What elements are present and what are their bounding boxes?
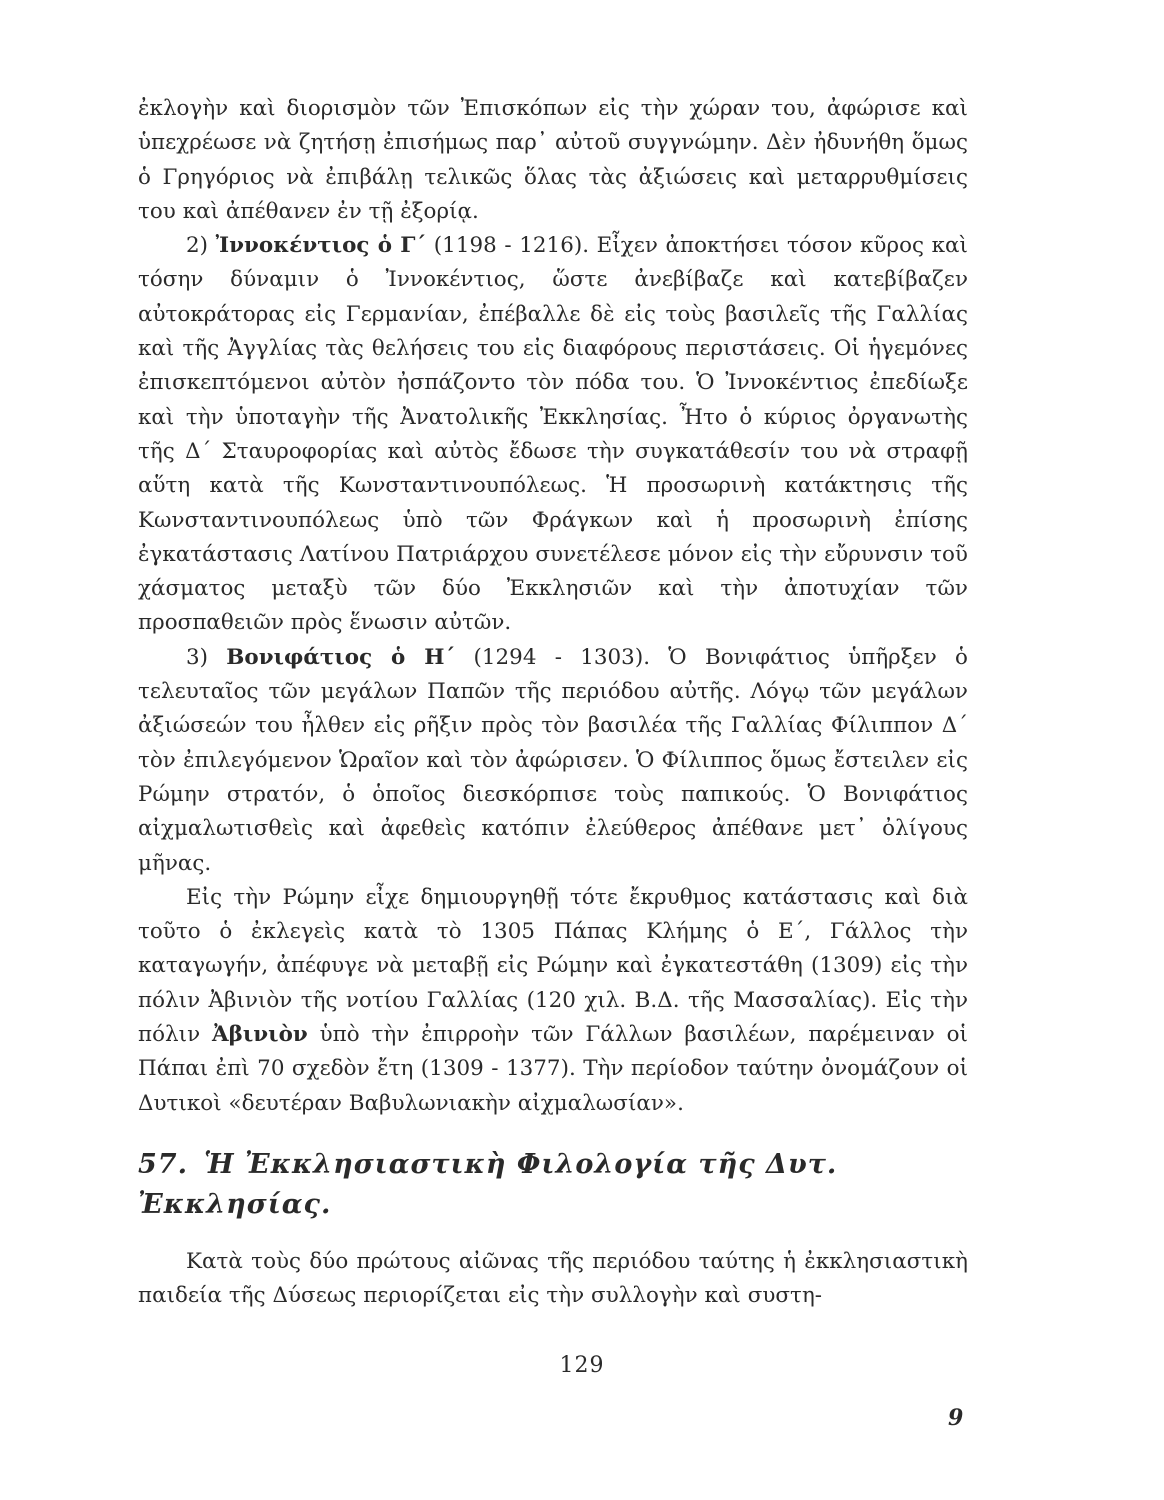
paragraph-boniface xyxy=(138,641,968,881)
place-name-avignon: Ἀβινιὸν xyxy=(211,1022,308,1048)
page-number: 129 xyxy=(559,1353,605,1378)
section-heading xyxy=(138,1145,968,1225)
paragraph-avignon xyxy=(138,881,968,1121)
page-content xyxy=(138,92,968,1314)
item-number: 2) xyxy=(186,233,209,259)
paragraph-text: ὑπὸ τὴν ἐπιρροὴν τῶν Γάλλων βασιλέων, παρέμειναν οἱ Πάπαι ἐπὶ 70 σχεδὸν ἔτη (1309 - 1377). Τὴν περίοδον ταύτην ὀνομάζουν οἱ Δυτικοὶ «δευτέραν Βαβυλωνιακὴν αἰχμαλωσίαν». xyxy=(138,1022,968,1116)
pope-name-boniface: Βονιφάτιος ὁ Η΄ xyxy=(226,644,456,670)
paragraph-literature xyxy=(138,1245,968,1314)
item-number: 3) xyxy=(186,644,209,670)
paragraph-text: ἐκλογὴν καὶ διορισμὸν τῶν Ἐπισκόπων εἰς τὴν χώραν του, ἀφώρισε καὶ ὑπεχρέωσε νὰ ζητήσῃ ἐπισήμως παρ᾽ αὐτοῦ συγγνώμην. Δὲν ἠδυνήθη ὅμως ὁ Γρηγόριος νὰ ἐπιβάλῃ τελικῶς ὅλας τὰς ἀξιώσεις καὶ μεταρρυθμίσεις του καὶ ἀπέθανεν ἐν τῇ ἐξορίᾳ. xyxy=(138,96,968,224)
paragraph-text: Κατὰ τοὺς δύο πρώτους αἰῶνας τῆς περιόδου ταύτης ἡ ἐκκλησιαστικὴ παιδεία τῆς Δύσεως περιορίζεται εἰς τὴν συλλογὴν καὶ συστη- xyxy=(138,1248,968,1309)
signature-mark: 9 xyxy=(948,1405,964,1431)
paragraph-gregory-end xyxy=(138,92,968,229)
paragraph-text: (1294 - 1303). Ὁ Βονιφάτιος ὑπῆρξεν ὁ τελευταῖος τῶν μεγάλων Παπῶν τῆς περιόδου αὐτῆς. Λόγῳ τῶν μεγάλων ἀξιώσεών του ἦλθεν εἰς ρῆξιν πρὸς τὸν βασιλέα τῆς Γαλλίας Φίλιππον Δ΄ τὸν ἐπιλεγόμενον Ὡραῖον καὶ τὸν ἀφώρισεν. Ὁ Φίλιππος ὅμως ἔστειλεν εἰς Ρώμην στρατόν, ὁ ὁποῖος διεσκόρπισε τοὺς παπικούς. Ὁ Βονιφάτιος αἰχμαλωτισθεὶς καὶ ἀφεθεὶς κατόπιν ἐλεύθερος ἀπέθανε μετ᾽ ὀλίγους μῆνας. xyxy=(138,644,968,876)
section-title: Ἡ Ἐκκλησιαστικὴ Φιλολογία τῆς Δυτ. Ἐκκλησίας. xyxy=(138,1148,838,1220)
paragraph-text: Εἰς τὴν Ρώμην εἶχε δημιουργηθῇ τότε ἔκρυθμος κατάστασις καὶ διὰ τοῦτο ὁ ἐκλεγεὶς κατὰ τὸ 1305 Πάπας Κλήμης ὁ Ε΄, Γάλλος τὴν καταγωγήν, ἀπέφυγε νὰ μεταβῇ εἰς Ρώμην καὶ ἐγκατεστάθη (1309) εἰς τὴν πόλιν Ἀβινιὸν τῆς νοτίου Γαλλίας (120 χιλ. Β.Δ. τῆς Μασσαλίας). Εἰς τὴν πόλιν xyxy=(138,884,968,1048)
paragraph-text: (1198 - 1216). Εἶχεν ἀποκτήσει τόσον κῦρος καὶ τόσην δύναμιν ὁ Ἰννοκέντιος, ὥστε ἀνεβίβαζε καὶ κατεβίβαζεν αὐτοκράτορας εἰς Γερμανίαν, ἐπέβαλλε δὲ εἰς τοὺς βασιλεῖς τῆς Γαλλίας καὶ τῆς Ἀγγλίας τὰς θελήσεις του εἰς διαφόρους περιστάσεις. Οἱ ἡγεμόνες ἐπισκεπτόμενοι αὐτὸν ἠσπάζοντο τὸν πόδα του. Ὁ Ἰννοκέντιος ἐπεδίωξε καὶ τὴν ὑποταγὴν τῆς Ἀνατολικῆς Ἐκκλησίας. Ἦτο ὁ κύριος ὀργανωτὴς τῆς Δ΄ Σταυροφορίας καὶ αὐτὸς ἔδωσε τὴν συγκατάθεσίν του νὰ στραφῇ αὕτη κατὰ τῆς Κωνσταντινουπόλεως. Ἡ προσωρινὴ κατάκτησις τῆς Κωνσταντινουπόλεως ὑπὸ τῶν Φράγκων καὶ ἡ προσωρινὴ ἐπίσης ἐγκατάστασις Λατίνου Πατριάρχου συνετέλεσε μόνον εἰς τὴν εὔρυνσιν τοῦ χάσματος μεταξὺ τῶν δύο Ἐκκλησιῶν καὶ τὴν ἀποτυχίαν τῶν προσπαθειῶν πρὸς ἕνωσιν αὐτῶν. xyxy=(138,233,968,636)
pope-name-innocent: Ἰννοκέντιος ὁ Γ΄ xyxy=(215,233,427,259)
paragraph-innocent xyxy=(138,229,968,641)
section-number: 57. xyxy=(138,1148,188,1180)
